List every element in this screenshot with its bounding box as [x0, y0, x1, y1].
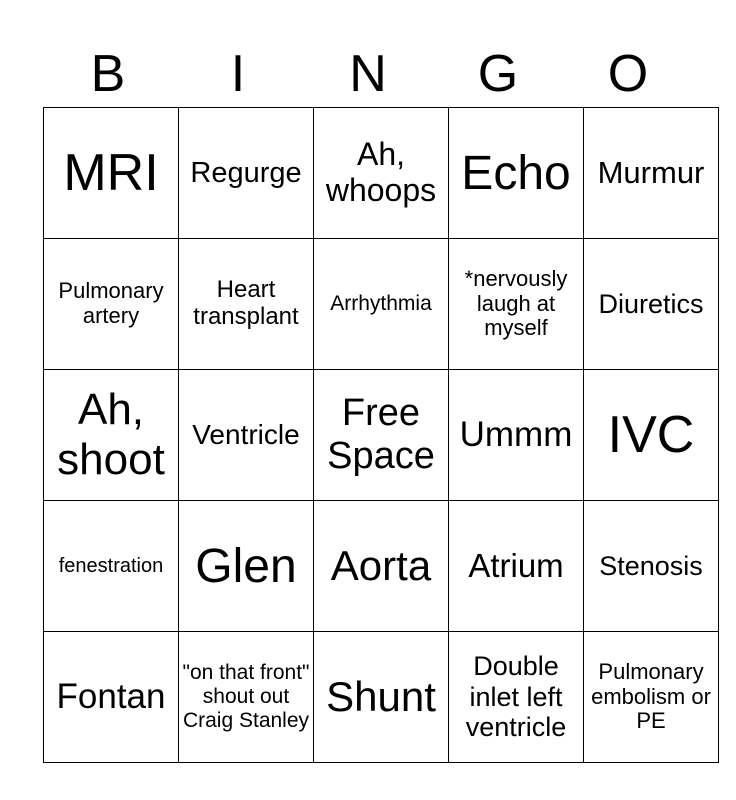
bingo-header — [43, 42, 693, 106]
bingo-cell[interactable] — [449, 632, 584, 763]
cell-label: IVC — [607, 406, 695, 464]
cell-label: Free Space — [327, 392, 435, 477]
cell-label: Glen — [195, 539, 297, 593]
cell-label: Murmur — [597, 155, 705, 190]
bingo-cell[interactable] — [314, 632, 449, 763]
bingo-cell[interactable] — [179, 108, 314, 239]
cell-label: Atrium — [468, 547, 564, 584]
cell-label: Ah, shoot — [57, 385, 165, 484]
cell-label: Fontan — [56, 677, 166, 716]
cell-label: Regurge — [190, 156, 302, 189]
bingo-cell[interactable] — [44, 501, 179, 632]
cell-label: fenestration — [58, 554, 164, 577]
cell-label: Ventricle — [192, 419, 300, 450]
board-row — [44, 370, 719, 501]
bingo-cell[interactable] — [44, 239, 179, 370]
bingo-cell[interactable] — [44, 108, 179, 239]
cell-label: Arrhythmia — [330, 292, 432, 315]
bingo-cell[interactable] — [449, 370, 584, 501]
cell-label: Aorta — [330, 542, 432, 589]
cell-label: Pulmonary embolism or PE — [591, 658, 711, 734]
header-letter-g: G — [477, 45, 519, 103]
bingo-cell[interactable] — [314, 370, 449, 501]
cell-label: Shunt — [326, 673, 436, 720]
bingo-cell[interactable] — [179, 239, 314, 370]
header-letter-n: N — [349, 45, 387, 103]
board-row — [44, 108, 719, 239]
bingo-cell[interactable] — [314, 501, 449, 632]
bingo-cell[interactable] — [584, 370, 719, 501]
cell-label: Heart transplant — [193, 276, 299, 330]
cell-label: Diuretics — [598, 288, 704, 319]
bingo-cell[interactable] — [584, 632, 719, 763]
bingo-cell[interactable] — [314, 108, 449, 239]
bingo-cell[interactable] — [179, 632, 314, 763]
bingo-cell[interactable] — [584, 108, 719, 239]
bingo-cell[interactable] — [44, 632, 179, 763]
board-row — [44, 501, 719, 632]
bingo-cell[interactable] — [314, 239, 449, 370]
header-letter-i: I — [230, 45, 246, 103]
bingo-cell[interactable] — [44, 370, 179, 501]
bingo-cell[interactable] — [449, 108, 584, 239]
board-row — [44, 632, 719, 763]
bingo-cell[interactable] — [449, 501, 584, 632]
header-letter-o: O — [607, 45, 649, 103]
bingo-cell[interactable] — [449, 239, 584, 370]
header-letter-b: B — [90, 45, 126, 103]
cell-label: *nervously laugh at myself — [464, 265, 568, 341]
board-row — [44, 239, 719, 370]
bingo-cell[interactable] — [584, 239, 719, 370]
cell-label: MRI — [63, 144, 159, 202]
bingo-cell[interactable] — [179, 501, 314, 632]
bingo-cell[interactable] — [179, 370, 314, 501]
cell-label: Stenosis — [599, 550, 703, 581]
cell-label: Pulmonary artery — [58, 278, 164, 328]
cell-label: Echo — [461, 146, 571, 200]
cell-label: Ummm — [459, 415, 573, 454]
bingo-cell[interactable] — [584, 501, 719, 632]
cell-label: Ah, whoops — [325, 136, 437, 208]
cell-label: "on that front" shout out Craig Stanley — [182, 661, 310, 732]
bingo-board — [43, 107, 719, 763]
cell-label: Double inlet left ventricle — [465, 651, 567, 742]
